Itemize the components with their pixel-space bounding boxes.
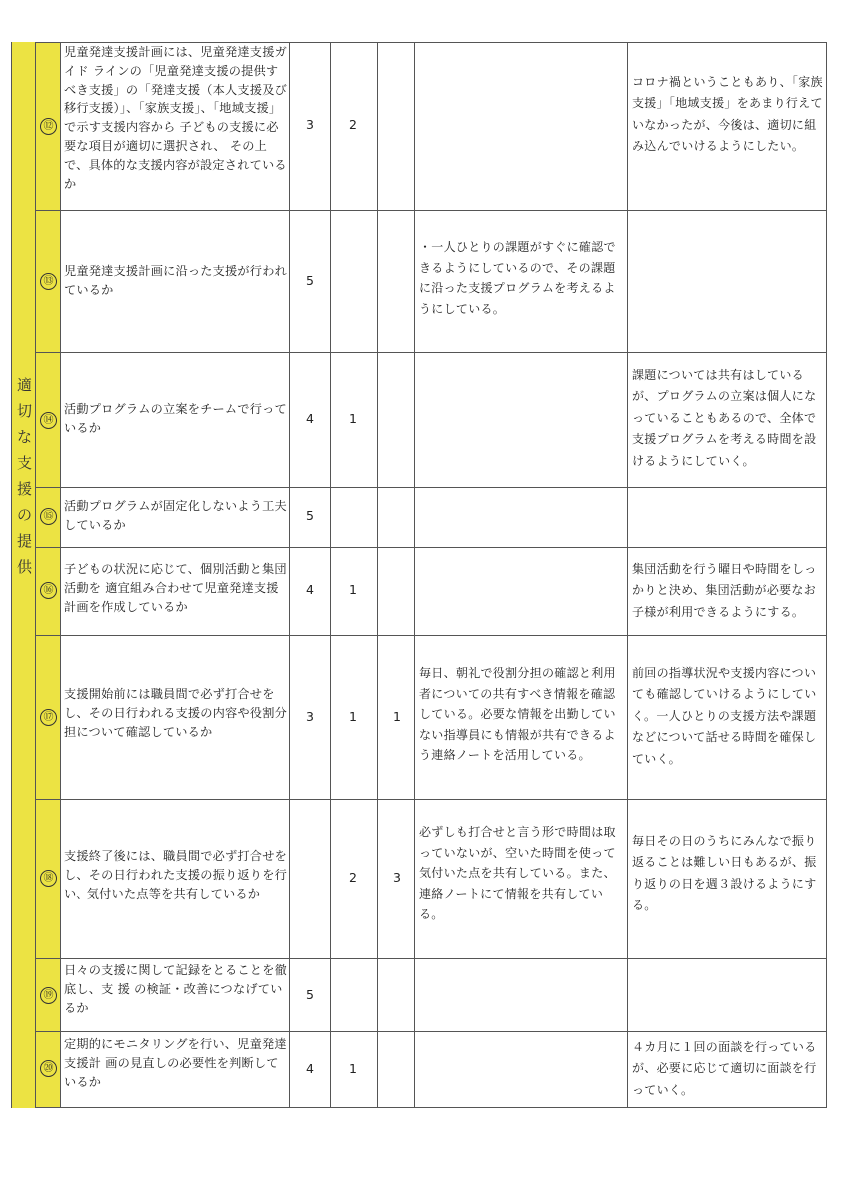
question-text: 活動プログラムの立案をチームで行っているか [64, 402, 287, 435]
improvement-comment: 課題については共有はしているが、プログラムの立案は個人になっていることもあるので、全体で支援プログラムを考える時間を設けるようにしていく。 [632, 368, 817, 468]
category-char: な [16, 428, 32, 446]
improvement-comment: 毎日その日のうちにみんなで振り返ることは難しい日もあるが、振り返りの日を週３設けるようにする。 [632, 834, 817, 913]
yes-count: 5 [306, 508, 314, 523]
row-number: ⑫ [40, 118, 57, 135]
row-number: ⑬ [40, 273, 57, 290]
improvement-comment: ４カ月に１回の面談を行っているが、必要に応じて適切に面談を行っていく。 [632, 1040, 817, 1097]
status-comment: 毎日、朝礼で役割分担の確認と利用者についての共有すべき情報を確認している。必要な情報を出勤していない指導員にも情報が共有できるよう連絡ノートを活用している。 [419, 666, 616, 763]
yes-count: 5 [306, 987, 314, 1002]
grid-line [36, 1107, 827, 1108]
table-row [36, 487, 826, 547]
category-char: 援 [16, 480, 32, 498]
category-char: の [16, 506, 32, 524]
table-row [36, 352, 826, 487]
improvement-comment: 前回の指導状況や支援内容についても確認していけるようにしていく。一人ひとりの支援方法や課題などについて話せる時間を確保していく。 [632, 666, 817, 766]
table-row [36, 1031, 826, 1107]
table-row [36, 958, 826, 1031]
yes-count: 4 [306, 411, 314, 426]
category-char: 支 [16, 454, 32, 472]
unsure-count: 2 [349, 117, 357, 132]
question-text: 児童発達支援計画に沿った支援が行われているか [64, 264, 287, 297]
unsure-count: 1 [349, 411, 357, 426]
yes-count: 4 [306, 582, 314, 597]
question-text: 日々の支援に関して記録をとることを徹底し、支 援 の検証・改善につなげているか [64, 963, 287, 1015]
unsure-count: 2 [349, 870, 357, 885]
category-char: 供 [16, 558, 32, 576]
question-text: 子どもの状況に応じて、個別活動と集団活動を 適宜組み合わせて児童発達支援計画を作成しているか [64, 562, 287, 614]
table-row [36, 799, 826, 958]
question-text: 支援終了後には、職員間で必ず打合せをし、その日行われた支援の振り返りを行い､ 気付いた点等を共有しているか [64, 849, 287, 901]
yes-count: 3 [306, 709, 314, 724]
category-label [12, 372, 37, 580]
table-row [36, 547, 826, 635]
table-row [36, 210, 826, 352]
improvement-comment: 集団活動を行う曜日や時間をしっかりと決め、集団活動が必要なお子様が利用できるようにする。 [632, 562, 817, 619]
row-number: ⑲ [40, 987, 57, 1004]
question-text: 定期的にモニタリングを行い、児童発達支援計 画の見直しの必要性を判断しているか [64, 1037, 287, 1089]
category-column [11, 42, 36, 1108]
improvement-comment: コロナ禍ということもあり、「家族支援」「地域支援」をあまり行えていなかったが、今後は、適切に組み込んでいけるようにしたい。 [632, 75, 823, 154]
grid-line [826, 42, 827, 1108]
unsure-count: 1 [349, 582, 357, 597]
no-count: 3 [393, 870, 401, 885]
row-number: ⑮ [40, 508, 57, 525]
yes-count: 5 [306, 273, 314, 288]
category-char: 適 [16, 376, 32, 394]
unsure-count: 1 [349, 709, 357, 724]
question-text: 活動プログラムが固定化しないよう工夫しているか [64, 499, 287, 532]
category-char: 提 [16, 532, 32, 550]
category-char: 切 [16, 402, 32, 420]
yes-count: 4 [306, 1061, 314, 1076]
table-row [36, 635, 826, 799]
row-number: ⑳ [40, 1060, 57, 1077]
question-text: 支援開始前には職員間で必ず打合せをし、その日行われる支援の内容や役割分担について確認しているか [64, 687, 287, 739]
row-number: ⑯ [40, 582, 57, 599]
question-text: 児童発達支援計画には、児童発達支援ガイド ラインの「児童発達支援の提供すべき支援」の「発達支援（本人支援及び移行支援）」、「家族支援」、「地域支援」で示す支援内容から 子どもの支援に必要な項目が適切に選択され、 その上で、具体的な支援内容が設定されているか [64, 45, 287, 191]
yes-count: 3 [306, 117, 314, 132]
row-number: ⑰ [40, 709, 57, 726]
status-comment: ・一人ひとりの課題がすぐに確認できるようにしているので、その課題に沿った支援プログラムを考えるようにしている。 [419, 240, 616, 316]
status-comment: 必ずしも打合せと言う形で時間は取っていないが、空いた時間を使って気付いた点を共有している。また、連絡ノートにて情報を共有している。 [419, 825, 616, 922]
row-number: ⑱ [40, 870, 57, 887]
unsure-count: 1 [349, 1061, 357, 1076]
no-count: 1 [393, 709, 401, 724]
table-row [36, 42, 826, 210]
row-number: ⑭ [40, 412, 57, 429]
